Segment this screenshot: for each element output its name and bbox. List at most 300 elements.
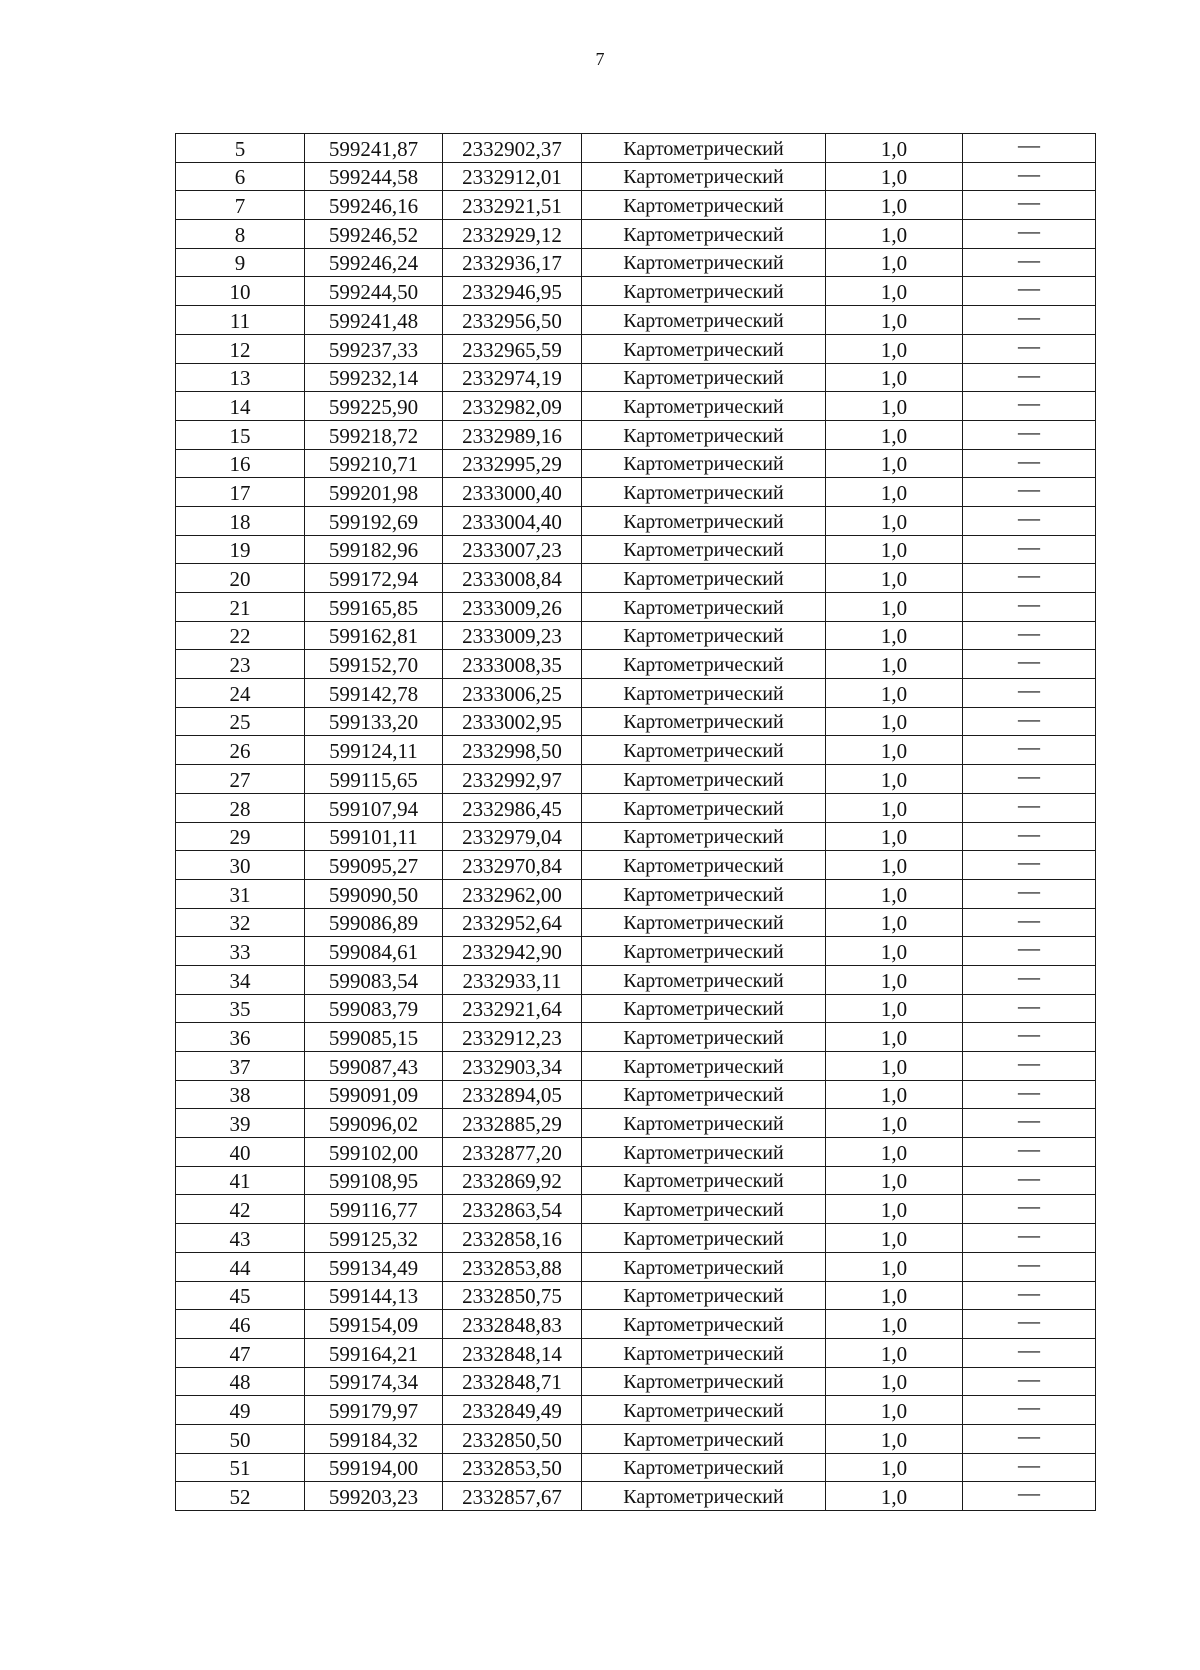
point-number-cell: 24	[176, 679, 305, 708]
x-coordinate-cell: 599246,16	[305, 191, 443, 220]
method-cell: Картометрический	[582, 363, 826, 392]
method-cell: Картометрический	[582, 277, 826, 306]
precision-cell: 1,0	[826, 134, 963, 163]
y-coordinate-cell: 2332979,04	[443, 822, 582, 851]
precision-cell: 1,0	[826, 994, 963, 1023]
point-number-cell: 52	[176, 1482, 305, 1511]
point-number-cell: 9	[176, 248, 305, 277]
table-row	[176, 1482, 1096, 1511]
method-cell: Картометрический	[582, 1338, 826, 1367]
point-number-cell: 31	[176, 879, 305, 908]
x-coordinate-cell: 599172,94	[305, 564, 443, 593]
x-coordinate-cell: 599232,14	[305, 363, 443, 392]
x-coordinate-cell: 599086,89	[305, 908, 443, 937]
coordinates-table	[175, 133, 1096, 1511]
precision-cell: 1,0	[826, 334, 963, 363]
table-row	[176, 162, 1096, 191]
method-cell: Картометрический	[582, 965, 826, 994]
x-coordinate-cell: 599182,96	[305, 535, 443, 564]
point-number-cell: 37	[176, 1052, 305, 1081]
precision-cell: 1,0	[826, 248, 963, 277]
precision-cell: 1,0	[826, 1482, 963, 1511]
method-cell: Картометрический	[582, 1281, 826, 1310]
table-row	[176, 1367, 1096, 1396]
precision-cell: 1,0	[826, 1453, 963, 1482]
x-coordinate-cell: 599090,50	[305, 879, 443, 908]
y-coordinate-cell: 2332877,20	[443, 1138, 582, 1167]
precision-cell: 1,0	[826, 908, 963, 937]
point-number-cell: 11	[176, 306, 305, 335]
point-number-cell: 25	[176, 707, 305, 736]
y-coordinate-cell: 2332853,88	[443, 1252, 582, 1281]
y-coordinate-cell: 2332992,97	[443, 765, 582, 794]
precision-cell: 1,0	[826, 1023, 963, 1052]
table-row	[176, 478, 1096, 507]
method-cell: Картометрический	[582, 1052, 826, 1081]
point-number-cell: 5	[176, 134, 305, 163]
point-number-cell: 51	[176, 1453, 305, 1482]
table-row	[176, 1166, 1096, 1195]
dash-cell: —	[963, 1396, 1096, 1425]
method-cell: Картометрический	[582, 879, 826, 908]
y-coordinate-cell: 2332848,71	[443, 1367, 582, 1396]
x-coordinate-cell: 599246,24	[305, 248, 443, 277]
precision-cell: 1,0	[826, 793, 963, 822]
x-coordinate-cell: 599179,97	[305, 1396, 443, 1425]
y-coordinate-cell: 2332903,34	[443, 1052, 582, 1081]
point-number-cell: 33	[176, 937, 305, 966]
point-number-cell: 20	[176, 564, 305, 593]
precision-cell: 1,0	[826, 277, 963, 306]
y-coordinate-cell: 2333008,84	[443, 564, 582, 593]
point-number-cell: 21	[176, 593, 305, 622]
method-cell: Картометрический	[582, 1482, 826, 1511]
x-coordinate-cell: 599210,71	[305, 449, 443, 478]
point-number-cell: 14	[176, 392, 305, 421]
x-coordinate-cell: 599116,77	[305, 1195, 443, 1224]
method-cell: Картометрический	[582, 994, 826, 1023]
point-number-cell: 45	[176, 1281, 305, 1310]
table-row	[176, 650, 1096, 679]
point-number-cell: 7	[176, 191, 305, 220]
precision-cell: 1,0	[826, 937, 963, 966]
dash-cell: —	[963, 1138, 1096, 1167]
precision-cell: 1,0	[826, 1396, 963, 1425]
precision-cell: 1,0	[826, 1138, 963, 1167]
dash-cell: —	[963, 822, 1096, 851]
point-number-cell: 6	[176, 162, 305, 191]
point-number-cell: 42	[176, 1195, 305, 1224]
table-row	[176, 1023, 1096, 1052]
dash-cell: —	[963, 420, 1096, 449]
x-coordinate-cell: 599174,34	[305, 1367, 443, 1396]
point-number-cell: 27	[176, 765, 305, 794]
method-cell: Картометрический	[582, 506, 826, 535]
method-cell: Картометрический	[582, 1166, 826, 1195]
dash-cell: —	[963, 1281, 1096, 1310]
method-cell: Картометрический	[582, 1138, 826, 1167]
precision-cell: 1,0	[826, 1195, 963, 1224]
table-row	[176, 392, 1096, 421]
x-coordinate-cell: 599201,98	[305, 478, 443, 507]
dash-cell: —	[963, 679, 1096, 708]
precision-cell: 1,0	[826, 593, 963, 622]
point-number-cell: 39	[176, 1109, 305, 1138]
x-coordinate-cell: 599237,33	[305, 334, 443, 363]
x-coordinate-cell: 599083,79	[305, 994, 443, 1023]
precision-cell: 1,0	[826, 392, 963, 421]
dash-cell: —	[963, 535, 1096, 564]
precision-cell: 1,0	[826, 765, 963, 794]
x-coordinate-cell: 599091,09	[305, 1080, 443, 1109]
table-row	[176, 134, 1096, 163]
point-number-cell: 17	[176, 478, 305, 507]
precision-cell: 1,0	[826, 535, 963, 564]
x-coordinate-cell: 599108,95	[305, 1166, 443, 1195]
dash-cell: —	[963, 564, 1096, 593]
dash-cell: —	[963, 1338, 1096, 1367]
x-coordinate-cell: 599107,94	[305, 793, 443, 822]
precision-cell: 1,0	[826, 621, 963, 650]
precision-cell: 1,0	[826, 650, 963, 679]
table-row	[176, 506, 1096, 535]
point-number-cell: 41	[176, 1166, 305, 1195]
x-coordinate-cell: 599084,61	[305, 937, 443, 966]
x-coordinate-cell: 599154,09	[305, 1310, 443, 1339]
method-cell: Картометрический	[582, 535, 826, 564]
dash-cell: —	[963, 593, 1096, 622]
precision-cell: 1,0	[826, 1166, 963, 1195]
point-number-cell: 48	[176, 1367, 305, 1396]
x-coordinate-cell: 599244,58	[305, 162, 443, 191]
precision-cell: 1,0	[826, 1080, 963, 1109]
table-row	[176, 1195, 1096, 1224]
x-coordinate-cell: 599083,54	[305, 965, 443, 994]
point-number-cell: 32	[176, 908, 305, 937]
point-number-cell: 10	[176, 277, 305, 306]
x-coordinate-cell: 599184,32	[305, 1424, 443, 1453]
x-coordinate-cell: 599085,15	[305, 1023, 443, 1052]
precision-cell: 1,0	[826, 1252, 963, 1281]
dash-cell: —	[963, 851, 1096, 880]
point-number-cell: 28	[176, 793, 305, 822]
point-number-cell: 29	[176, 822, 305, 851]
table-row	[176, 420, 1096, 449]
precision-cell: 1,0	[826, 1424, 963, 1453]
point-number-cell: 23	[176, 650, 305, 679]
x-coordinate-cell: 599144,13	[305, 1281, 443, 1310]
point-number-cell: 47	[176, 1338, 305, 1367]
method-cell: Картометрический	[582, 707, 826, 736]
table-row	[176, 1252, 1096, 1281]
y-coordinate-cell: 2332998,50	[443, 736, 582, 765]
dash-cell: —	[963, 363, 1096, 392]
y-coordinate-cell: 2332942,90	[443, 937, 582, 966]
dash-cell: —	[963, 248, 1096, 277]
table-row	[176, 994, 1096, 1023]
y-coordinate-cell: 2332989,16	[443, 420, 582, 449]
dash-cell: —	[963, 191, 1096, 220]
point-number-cell: 13	[176, 363, 305, 392]
y-coordinate-cell: 2332952,64	[443, 908, 582, 937]
y-coordinate-cell: 2332912,23	[443, 1023, 582, 1052]
method-cell: Картометрический	[582, 621, 826, 650]
y-coordinate-cell: 2332982,09	[443, 392, 582, 421]
dash-cell: —	[963, 1166, 1096, 1195]
point-number-cell: 22	[176, 621, 305, 650]
x-coordinate-cell: 599162,81	[305, 621, 443, 650]
x-coordinate-cell: 599192,69	[305, 506, 443, 535]
method-cell: Картометрический	[582, 736, 826, 765]
precision-cell: 1,0	[826, 564, 963, 593]
y-coordinate-cell: 2332962,00	[443, 879, 582, 908]
table-row	[176, 535, 1096, 564]
method-cell: Картометрический	[582, 134, 826, 163]
dash-cell: —	[963, 134, 1096, 163]
table-row	[176, 1281, 1096, 1310]
table-row	[176, 334, 1096, 363]
y-coordinate-cell: 2332986,45	[443, 793, 582, 822]
dash-cell: —	[963, 621, 1096, 650]
method-cell: Картометрический	[582, 793, 826, 822]
method-cell: Картометрический	[582, 765, 826, 794]
method-cell: Картометрический	[582, 679, 826, 708]
dash-cell: —	[963, 220, 1096, 249]
y-coordinate-cell: 2332848,14	[443, 1338, 582, 1367]
y-coordinate-cell: 2333000,40	[443, 478, 582, 507]
y-coordinate-cell: 2332921,51	[443, 191, 582, 220]
method-cell: Картометрический	[582, 851, 826, 880]
dash-cell: —	[963, 650, 1096, 679]
dash-cell: —	[963, 707, 1096, 736]
method-cell: Картометрический	[582, 1252, 826, 1281]
table-row	[176, 879, 1096, 908]
precision-cell: 1,0	[826, 478, 963, 507]
point-number-cell: 49	[176, 1396, 305, 1425]
y-coordinate-cell: 2332850,75	[443, 1281, 582, 1310]
table-row	[176, 679, 1096, 708]
table-row	[176, 707, 1096, 736]
y-coordinate-cell: 2332857,67	[443, 1482, 582, 1511]
y-coordinate-cell: 2332995,29	[443, 449, 582, 478]
precision-cell: 1,0	[826, 162, 963, 191]
precision-cell: 1,0	[826, 220, 963, 249]
method-cell: Картометрический	[582, 420, 826, 449]
point-number-cell: 19	[176, 535, 305, 564]
y-coordinate-cell: 2332894,05	[443, 1080, 582, 1109]
x-coordinate-cell: 599087,43	[305, 1052, 443, 1081]
table-row	[176, 248, 1096, 277]
y-coordinate-cell: 2332849,49	[443, 1396, 582, 1425]
precision-cell: 1,0	[826, 707, 963, 736]
dash-cell: —	[963, 793, 1096, 822]
precision-cell: 1,0	[826, 420, 963, 449]
dash-cell: —	[963, 449, 1096, 478]
table-row	[176, 1109, 1096, 1138]
y-coordinate-cell: 2332936,17	[443, 248, 582, 277]
point-number-cell: 8	[176, 220, 305, 249]
x-coordinate-cell: 599142,78	[305, 679, 443, 708]
table-row	[176, 191, 1096, 220]
precision-cell: 1,0	[826, 1109, 963, 1138]
method-cell: Картометрический	[582, 1367, 826, 1396]
precision-cell: 1,0	[826, 363, 963, 392]
x-coordinate-cell: 599241,48	[305, 306, 443, 335]
table-row	[176, 765, 1096, 794]
y-coordinate-cell: 2332885,29	[443, 1109, 582, 1138]
method-cell: Картометрический	[582, 564, 826, 593]
x-coordinate-cell: 599164,21	[305, 1338, 443, 1367]
method-cell: Картометрический	[582, 1310, 826, 1339]
dash-cell: —	[963, 277, 1096, 306]
method-cell: Картометрический	[582, 1023, 826, 1052]
method-cell: Картометрический	[582, 162, 826, 191]
dash-cell: —	[963, 1367, 1096, 1396]
x-coordinate-cell: 599225,90	[305, 392, 443, 421]
precision-cell: 1,0	[826, 506, 963, 535]
x-coordinate-cell: 599203,23	[305, 1482, 443, 1511]
x-coordinate-cell: 599125,32	[305, 1224, 443, 1253]
x-coordinate-cell: 599096,02	[305, 1109, 443, 1138]
dash-cell: —	[963, 506, 1096, 535]
precision-cell: 1,0	[826, 851, 963, 880]
table-row	[176, 908, 1096, 937]
method-cell: Картометрический	[582, 1453, 826, 1482]
precision-cell: 1,0	[826, 679, 963, 708]
x-coordinate-cell: 599241,87	[305, 134, 443, 163]
method-cell: Картометрический	[582, 392, 826, 421]
dash-cell: —	[963, 965, 1096, 994]
point-number-cell: 26	[176, 736, 305, 765]
method-cell: Картометрический	[582, 191, 826, 220]
precision-cell: 1,0	[826, 1367, 963, 1396]
y-coordinate-cell: 2333008,35	[443, 650, 582, 679]
method-cell: Картометрический	[582, 1224, 826, 1253]
point-number-cell: 18	[176, 506, 305, 535]
method-cell: Картометрический	[582, 908, 826, 937]
y-coordinate-cell: 2332956,50	[443, 306, 582, 335]
table-row	[176, 736, 1096, 765]
table-row	[176, 822, 1096, 851]
y-coordinate-cell: 2333007,23	[443, 535, 582, 564]
point-number-cell: 30	[176, 851, 305, 880]
y-coordinate-cell: 2332863,54	[443, 1195, 582, 1224]
x-coordinate-cell: 599152,70	[305, 650, 443, 679]
y-coordinate-cell: 2332848,83	[443, 1310, 582, 1339]
table-row	[176, 593, 1096, 622]
point-number-cell: 12	[176, 334, 305, 363]
method-cell: Картометрический	[582, 478, 826, 507]
point-number-cell: 34	[176, 965, 305, 994]
table-row	[176, 306, 1096, 335]
point-number-cell: 43	[176, 1224, 305, 1253]
table-row	[176, 564, 1096, 593]
y-coordinate-cell: 2332933,11	[443, 965, 582, 994]
x-coordinate-cell: 599133,20	[305, 707, 443, 736]
point-number-cell: 46	[176, 1310, 305, 1339]
precision-cell: 1,0	[826, 822, 963, 851]
dash-cell: —	[963, 1195, 1096, 1224]
table-row	[176, 363, 1096, 392]
dash-cell: —	[963, 879, 1096, 908]
x-coordinate-cell: 599218,72	[305, 420, 443, 449]
table-row	[176, 1138, 1096, 1167]
dash-cell: —	[963, 1252, 1096, 1281]
dash-cell: —	[963, 1109, 1096, 1138]
y-coordinate-cell: 2332850,50	[443, 1424, 582, 1453]
table-row	[176, 851, 1096, 880]
dash-cell: —	[963, 1080, 1096, 1109]
dash-cell: —	[963, 736, 1096, 765]
method-cell: Картометрический	[582, 220, 826, 249]
table-row	[176, 1396, 1096, 1425]
dash-cell: —	[963, 1453, 1096, 1482]
dash-cell: —	[963, 937, 1096, 966]
x-coordinate-cell: 599165,85	[305, 593, 443, 622]
point-number-cell: 16	[176, 449, 305, 478]
table-row	[176, 1453, 1096, 1482]
precision-cell: 1,0	[826, 449, 963, 478]
table-row	[176, 1224, 1096, 1253]
table-row	[176, 965, 1096, 994]
table-row	[176, 1338, 1096, 1367]
precision-cell: 1,0	[826, 306, 963, 335]
method-cell: Картометрический	[582, 822, 826, 851]
precision-cell: 1,0	[826, 1224, 963, 1253]
y-coordinate-cell: 2332970,84	[443, 851, 582, 880]
x-coordinate-cell: 599101,11	[305, 822, 443, 851]
dash-cell: —	[963, 162, 1096, 191]
table-row	[176, 621, 1096, 650]
dash-cell: —	[963, 1310, 1096, 1339]
dash-cell: —	[963, 1224, 1096, 1253]
method-cell: Картометрический	[582, 1109, 826, 1138]
table-row	[176, 937, 1096, 966]
x-coordinate-cell: 599194,00	[305, 1453, 443, 1482]
page-number: 7	[595, 49, 605, 69]
precision-cell: 1,0	[826, 965, 963, 994]
point-number-cell: 44	[176, 1252, 305, 1281]
y-coordinate-cell: 2332946,95	[443, 277, 582, 306]
method-cell: Картометрический	[582, 1424, 826, 1453]
x-coordinate-cell: 599134,49	[305, 1252, 443, 1281]
x-coordinate-cell: 599246,52	[305, 220, 443, 249]
dash-cell: —	[963, 908, 1096, 937]
dash-cell: —	[963, 1052, 1096, 1081]
y-coordinate-cell: 2332869,92	[443, 1166, 582, 1195]
x-coordinate-cell: 599244,50	[305, 277, 443, 306]
point-number-cell: 36	[176, 1023, 305, 1052]
table-row	[176, 220, 1096, 249]
y-coordinate-cell: 2333009,23	[443, 621, 582, 650]
precision-cell: 1,0	[826, 1052, 963, 1081]
method-cell: Картометрический	[582, 650, 826, 679]
precision-cell: 1,0	[826, 1281, 963, 1310]
table-row	[176, 449, 1096, 478]
method-cell: Картометрический	[582, 449, 826, 478]
method-cell: Картометрический	[582, 306, 826, 335]
x-coordinate-cell: 599115,65	[305, 765, 443, 794]
x-coordinate-cell: 599102,00	[305, 1138, 443, 1167]
y-coordinate-cell: 2333002,95	[443, 707, 582, 736]
y-coordinate-cell: 2332858,16	[443, 1224, 582, 1253]
y-coordinate-cell: 2333009,26	[443, 593, 582, 622]
y-coordinate-cell: 2332929,12	[443, 220, 582, 249]
dash-cell: —	[963, 994, 1096, 1023]
method-cell: Картометрический	[582, 1080, 826, 1109]
method-cell: Картометрический	[582, 593, 826, 622]
y-coordinate-cell: 2332902,37	[443, 134, 582, 163]
